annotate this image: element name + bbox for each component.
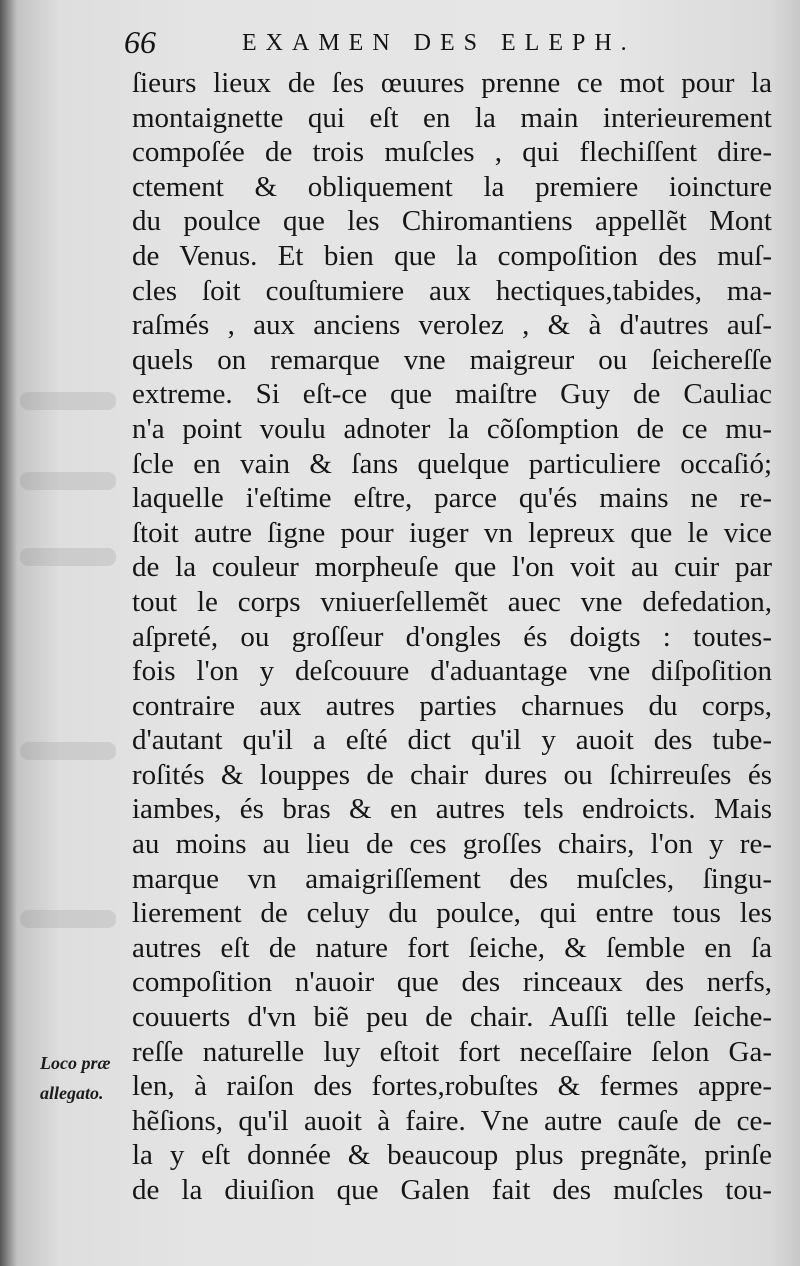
margin-note-line: allegato. <box>40 1083 104 1103</box>
text-line: du poulce que les Chiromantiens appellẽt Mont <box>132 205 772 238</box>
text-line: compoſée de trois muſcles , qui flechiſſent dire- <box>132 136 772 169</box>
page-number: 66 <box>124 24 156 60</box>
text-line: iambes, és bras & en autres tels endroicts. Mais <box>132 793 772 826</box>
page-header <box>124 22 684 62</box>
text-line: len, à raiſon des fortes,robuſtes & fermes appre- <box>132 1070 772 1103</box>
text-line: montaignette qui eſt en la main interieurement <box>132 101 772 134</box>
text-line: couuerts d'vn biẽ peu de chair. Auſſi telle ſeiche- <box>132 1001 772 1034</box>
text-line: de la diuiſion que Galen fait des muſcles tou- <box>132 1174 772 1206</box>
text-line: aſpreté, ou groſſeur d'ongles és doigts : toutes- <box>132 620 772 653</box>
text-line: lierement de celuy du poulce, qui entre tous les <box>132 897 772 930</box>
text-line: tout le corps vniuerſellemẽt auec vne defedation, <box>132 585 772 618</box>
show-through-note <box>20 742 116 760</box>
text-line: contraire aux autres parties charnues du corps, <box>132 689 772 722</box>
text-line: fois l'on y deſcouure d'aduantage vne diſpoſition <box>132 655 772 688</box>
text-line: marque vn amaigriſſement des muſcles, ſingu- <box>132 862 772 895</box>
text-line: autres eſt de nature fort ſeiche, & ſemble en ſa <box>132 931 772 964</box>
text-line: compoſition n'auoir que des rinceaux des nerfs, <box>132 966 772 999</box>
text-line: raſmés , aux anciens verolez , & à d'autres auſ- <box>132 309 772 342</box>
text-line: cles ſoit couſtumiere aux hectiques,tabides, ma- <box>132 274 772 307</box>
body-text <box>132 66 772 1208</box>
text-line: quels on remarque vne maigreur ou ſeichereſſe <box>132 343 772 376</box>
text-line: ctement & obliquement la premiere ioincture <box>132 170 772 203</box>
show-through-note <box>20 472 116 490</box>
margin-note <box>40 1048 132 1108</box>
show-through-note <box>20 910 116 928</box>
text-line: extreme. Si eſt-ce que maiſtre Guy de Cauliac <box>132 378 772 411</box>
text-line: la y eſt donnée & beaucoup plus pregnãte, prinſe <box>132 1139 772 1172</box>
text-line: au moins au lieu de ces groſſes chairs, l'on y re- <box>132 828 772 861</box>
text-line: hẽſions, qu'il auoit à faire. Vne autre cauſe de ce- <box>132 1104 772 1137</box>
text-line: de Venus. Et bien que la compoſition des muſ- <box>132 239 772 272</box>
text-line: n'a point voulu adnoter la cõſomption de ce mu- <box>132 412 772 445</box>
margin-note-line: Loco præ <box>40 1053 111 1073</box>
running-head: EXAMEN DES ELEPH. <box>242 30 636 56</box>
page-gutter-shadow <box>0 0 16 1266</box>
text-line: ſtoit autre ſigne pour iuger vn lepreux que le vice <box>132 516 772 549</box>
text-line: de la couleur morpheuſe que l'on voit au cuir par <box>132 551 772 584</box>
text-line: ſcle en vain & ſans quelque particuliere occaſió; <box>132 447 772 480</box>
show-through-note <box>20 392 116 410</box>
show-through-note <box>20 548 116 566</box>
text-line: d'autant qu'il a eſté dict qu'il y auoit des tube- <box>132 724 772 757</box>
text-line: ſieurs lieux de ſes œuures prenne ce mot pour la <box>132 67 772 99</box>
text-line: laquelle i'eſtime eſtre, parce qu'és mains ne re- <box>132 482 772 515</box>
text-line: roſités & louppes de chair dures ou ſchirreuſes és <box>132 758 772 791</box>
text-line: reſſe naturelle luy eſtoit fort neceſſaire ſelon Ga- <box>132 1035 772 1068</box>
